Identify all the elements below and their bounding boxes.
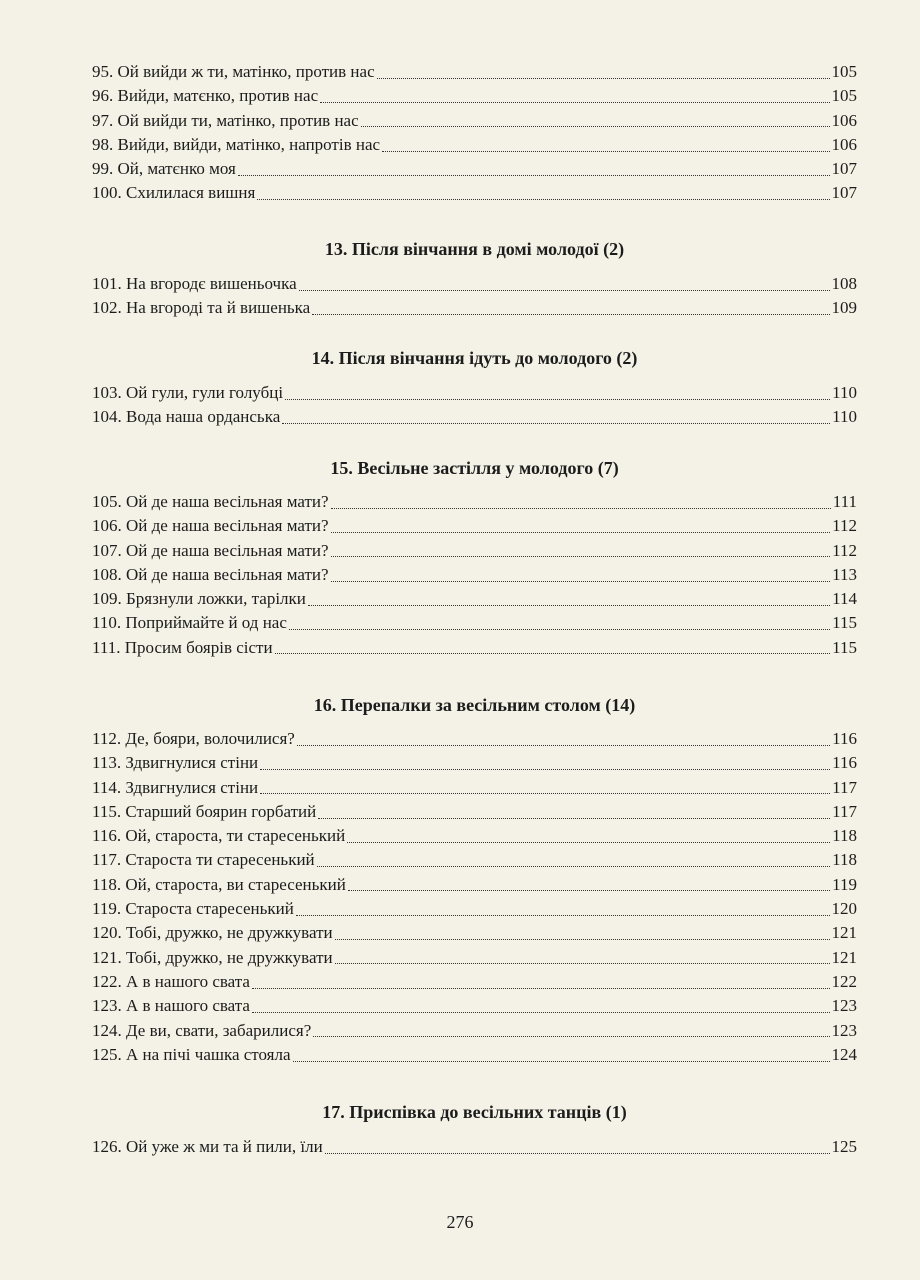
section-heading: 14. Після вінчання ідуть до молодого (2)	[311, 348, 638, 368]
toc-entry	[92, 611, 857, 635]
toc-block-section-17	[92, 1135, 857, 1159]
entry-page: 105	[831, 62, 857, 81]
entry-page: 121	[831, 947, 857, 967]
dot-leader	[331, 556, 831, 557]
entry-title: 111. Просим боярів сісти	[92, 637, 273, 657]
toc-entry	[92, 727, 857, 751]
dot-leader	[382, 151, 829, 152]
dot-leader	[361, 126, 830, 127]
entry-title: 110. Поприймайте й од нас	[92, 613, 287, 633]
entry-page: 106	[831, 110, 857, 130]
dot-leader	[347, 842, 830, 843]
dot-leader	[377, 78, 830, 79]
toc-entry	[92, 1043, 857, 1067]
entry-title: 116. Ой, староста, ти старесенький	[92, 826, 346, 846]
entry-page: 120	[831, 899, 857, 919]
toc-entry	[92, 800, 857, 824]
toc-entry	[92, 751, 857, 775]
toc-entry	[92, 539, 857, 563]
section-heading: 15. Весільне застілля у молодого (7)	[330, 458, 619, 478]
dot-leader	[293, 1061, 830, 1062]
dot-leader	[317, 866, 830, 867]
dot-leader	[348, 890, 830, 891]
entry-page: 124	[831, 1044, 857, 1064]
entry-page: 110	[832, 407, 857, 427]
toc-entry	[92, 296, 857, 320]
entry-title: 113. Здвигнулися стіни	[92, 753, 259, 773]
toc-entry	[92, 109, 857, 133]
entry-page: 107	[831, 159, 857, 179]
entry-page: 118	[832, 850, 857, 870]
entry-page: 112	[832, 516, 857, 536]
toc-entry	[92, 776, 857, 800]
entry-title: 114. Здвигнулися стіни	[92, 777, 259, 797]
entry-page: 125	[831, 1137, 857, 1156]
entry-title: 100. Схилилася вишня	[92, 183, 256, 203]
toc-block-section-13	[92, 272, 857, 321]
entry-page: 116	[832, 753, 857, 773]
dot-leader	[275, 653, 831, 654]
entry-page: 117	[832, 777, 857, 797]
entry-title: 107. Ой де наша весільная мати?	[92, 540, 329, 560]
entry-page: 115	[832, 613, 857, 633]
entry-page: 111	[832, 492, 857, 511]
section-heading: 16. Перепалки за весільним столом (14)	[313, 695, 636, 715]
entry-title: 122. А в нашого свата	[92, 971, 250, 991]
entry-title: 98. Вийди, вийди, матінко, напротів нас	[92, 134, 381, 154]
dot-leader	[296, 915, 830, 916]
entry-page: 112	[832, 540, 857, 560]
entry-page: 118	[832, 826, 857, 846]
dot-leader	[325, 1153, 830, 1154]
toc-entry	[92, 381, 857, 405]
entry-title: 103. Ой гули, гули голубці	[92, 383, 284, 402]
toc-entry	[92, 181, 857, 205]
toc-entry	[92, 60, 857, 84]
toc-entry	[92, 848, 857, 872]
toc-entry	[92, 994, 857, 1018]
dot-leader	[285, 399, 830, 400]
entry-title: 117. Староста ти старесенький	[92, 850, 315, 870]
toc-block-top	[92, 60, 857, 206]
toc-entry	[92, 490, 857, 514]
toc-entry	[92, 897, 857, 921]
toc-entry	[92, 133, 857, 157]
entry-page: 123	[831, 1020, 857, 1040]
entry-title: 119. Староста старесенький	[92, 899, 294, 919]
dot-leader	[260, 769, 830, 770]
dot-leader	[312, 314, 829, 315]
entry-page: 122	[831, 971, 857, 991]
section-heading: 17. Приспівка до весільних танців (1)	[322, 1102, 627, 1122]
dot-leader	[282, 423, 830, 424]
entry-title: 104. Вода наша орданська	[92, 407, 281, 427]
entry-page: 116	[832, 729, 857, 748]
entry-page: 117	[832, 801, 857, 821]
entry-title: 112. Де, бояри, волочилися?	[92, 729, 295, 748]
entry-title: 95. Ой вийди ж ти, матінко, против нас	[92, 62, 375, 81]
toc-entry	[92, 824, 857, 848]
entry-title: 101. На вгородє вишеньочка	[92, 274, 297, 293]
toc-entry	[92, 946, 857, 970]
entry-title: 118. Ой, староста, ви старесенький	[92, 874, 346, 894]
entry-page: 121	[831, 923, 857, 943]
dot-leader	[297, 745, 830, 746]
dot-leader	[331, 581, 831, 582]
toc-entry	[92, 970, 857, 994]
dot-leader	[252, 1012, 830, 1013]
entry-title: 105. Ой де наша весільная мати?	[92, 492, 329, 511]
entry-title: 108. Ой де наша весільная мати?	[92, 564, 329, 584]
entry-title: 123. А в нашого свата	[92, 996, 250, 1016]
toc-entry	[92, 272, 857, 296]
page-number: 276	[446, 1212, 474, 1232]
dot-leader	[257, 199, 829, 200]
toc-entry	[92, 84, 857, 108]
entry-page: 105	[831, 86, 857, 106]
section-heading: 13. Після вінчання в домі молодої (2)	[324, 239, 625, 259]
entry-title: 121. Тобі, дружко, не дружкувати	[92, 947, 333, 967]
dot-leader	[238, 175, 830, 176]
entry-page: 113	[832, 564, 857, 584]
toc-entry	[92, 514, 857, 538]
toc-block-section-16	[92, 727, 857, 1067]
toc-entry	[92, 1135, 857, 1159]
entry-page: 109	[831, 298, 857, 318]
entry-page: 123	[831, 996, 857, 1016]
toc-entry	[92, 563, 857, 587]
entry-title: 126. Ой уже ж ми та й пили, їли	[92, 1137, 323, 1156]
entry-title: 96. Вийди, матєнко, против нас	[92, 86, 319, 106]
toc-entry	[92, 636, 857, 660]
entry-page: 108	[831, 274, 857, 293]
entry-title: 99. Ой, матєнко моя	[92, 159, 236, 179]
toc-entry	[92, 587, 857, 611]
toc-block-section-15	[92, 490, 857, 660]
toc-entry	[92, 405, 857, 429]
dot-leader	[335, 939, 830, 940]
entry-title: 125. А на пічі чашка стояла	[92, 1044, 291, 1064]
entry-page: 115	[832, 637, 857, 657]
entry-title: 115. Старший боярин горбатий	[92, 801, 317, 821]
entry-title: 106. Ой де наша весільная мати?	[92, 516, 329, 536]
entry-title: 97. Ой вийди ти, матінко, против нас	[92, 110, 359, 130]
entry-title: 124. Де ви, свати, забарилися?	[92, 1020, 312, 1040]
toc-entry	[92, 1019, 857, 1043]
dot-leader	[320, 102, 829, 103]
dot-leader	[299, 290, 830, 291]
dot-leader	[313, 1036, 829, 1037]
dot-leader	[318, 818, 830, 819]
entry-page: 119	[832, 874, 857, 894]
toc-entry	[92, 157, 857, 181]
dot-leader	[331, 508, 831, 509]
dot-leader	[289, 629, 830, 630]
dot-leader	[331, 532, 831, 533]
toc-block-section-14	[92, 381, 857, 430]
entry-page: 106	[831, 134, 857, 154]
entry-title: 102. На вгороді та й вишенька	[92, 298, 311, 318]
dot-leader	[308, 605, 830, 606]
entry-page: 110	[832, 383, 857, 402]
toc-entry	[92, 873, 857, 897]
dot-leader	[335, 963, 830, 964]
toc-entry	[92, 921, 857, 945]
dot-leader	[252, 988, 830, 989]
entry-page: 114	[832, 589, 857, 609]
entry-page: 107	[831, 183, 857, 203]
entry-title: 109. Брязнули ложки, тарілки	[92, 589, 306, 609]
entry-title: 120. Тобі, дружко, не дружкувати	[92, 923, 333, 943]
dot-leader	[260, 793, 830, 794]
